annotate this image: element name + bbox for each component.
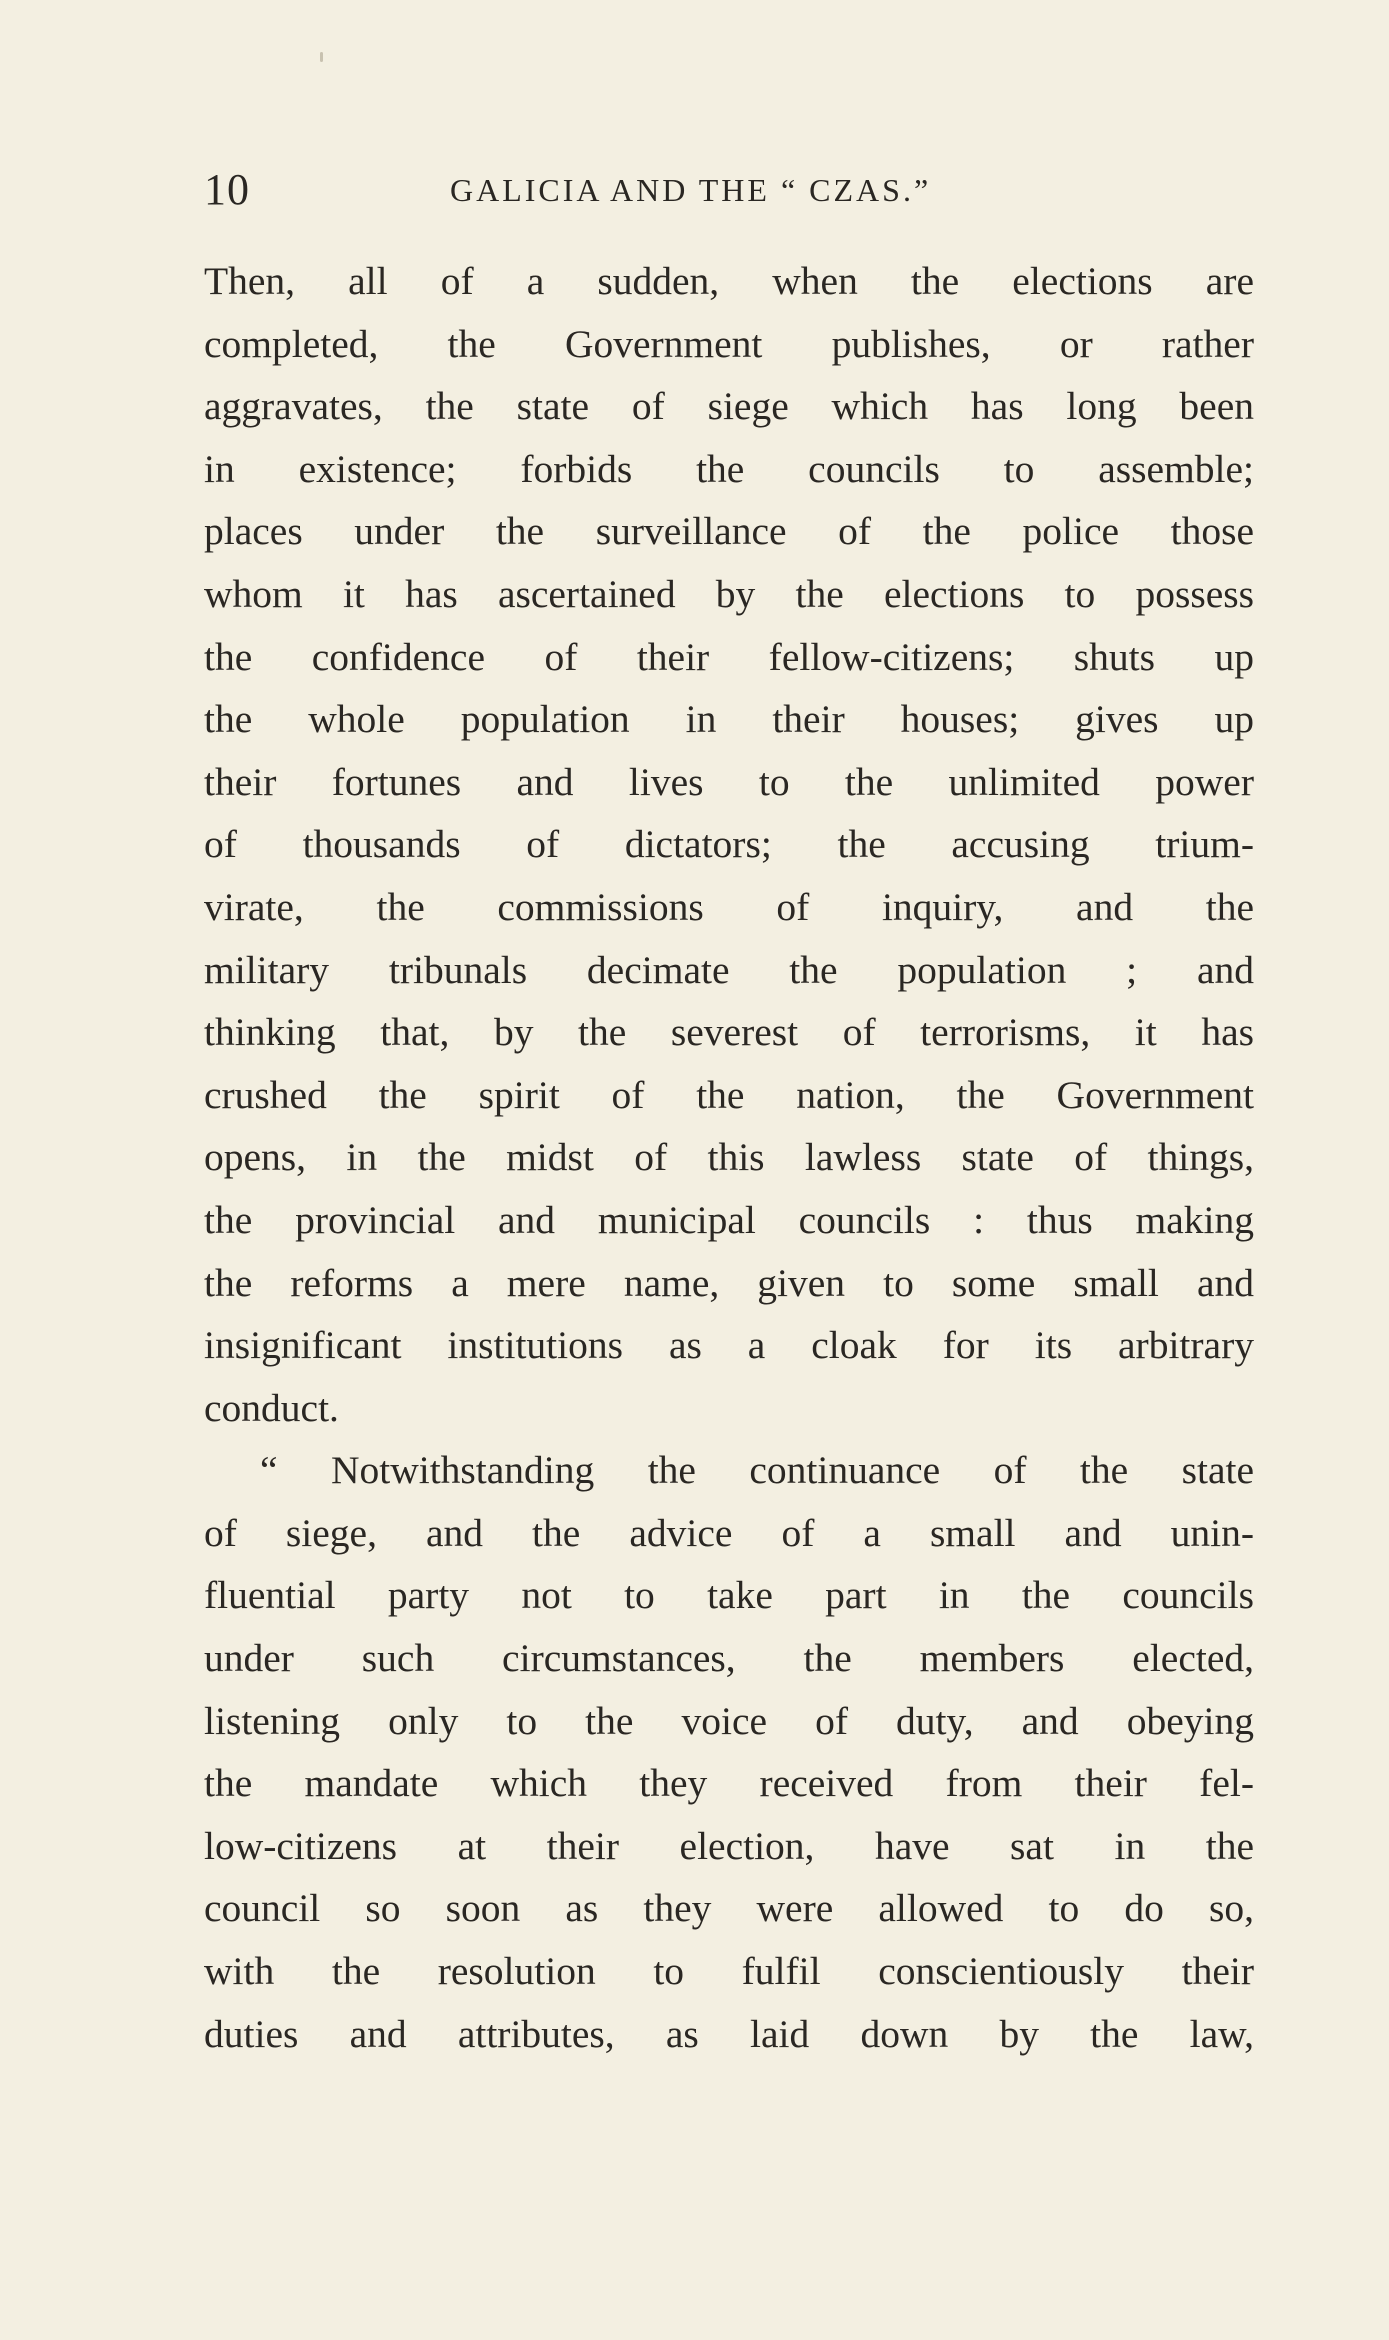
text-line: duties and attributes, as laid down by the law, <box>204 2011 1254 2056</box>
text-line: listening only to the voice of duty, and obeying <box>204 1698 1254 1743</box>
text-line: insignificant institutions as a cloak for its arbitrary <box>204 1323 1254 1368</box>
text-line: crushed the spirit of the nation, the Government <box>204 1072 1254 1117</box>
text-line: “ Notwithstanding the continuance of the state <box>260 1448 1254 1493</box>
text-line: conduct. <box>204 1385 339 1430</box>
running-title: GALICIA AND THE “ CZAS.” <box>450 172 932 208</box>
text-line: low-citizens at their election, have sat in the <box>204 1823 1254 1868</box>
text-line: Then, all of a sudden, when the elections are <box>204 259 1254 303</box>
text-line: military tribunals decimate the population ; and <box>204 947 1254 992</box>
text-line: the provincial and municipal councils : thus making <box>204 1197 1254 1242</box>
text-line: thinking that, by the severest of terrorisms, it has <box>204 1010 1254 1055</box>
text-line: completed, the Government publishes, or rather <box>204 321 1254 366</box>
text-line: under such circumstances, the members elected, <box>204 1636 1254 1681</box>
paper-speck <box>320 52 323 62</box>
text-line: with the resolution to fulfil conscientiously their <box>204 1949 1254 1994</box>
text-line: the confidence of their fellow-citizens; shuts up <box>204 634 1254 679</box>
text-line: the whole population in their houses; gives up <box>204 697 1254 742</box>
text-line: in existence; forbids the councils to assemble; <box>204 446 1254 491</box>
page-number: 10 <box>204 165 250 214</box>
text-line: aggravates, the state of siege which has long been <box>204 384 1254 429</box>
text-line: of siege, and the advice of a small and unin- <box>204 1510 1254 1555</box>
text-line: the mandate which they received from their fel- <box>204 1761 1254 1806</box>
text-line: opens, in the midst of this lawless state of things, <box>204 1135 1254 1180</box>
text-line: fluential party not to take part in the councils <box>204 1573 1254 1618</box>
text-line: council so soon as they were allowed to do so, <box>204 1886 1254 1931</box>
running-head <box>204 160 1254 220</box>
text-line: their fortunes and lives to the unlimited power <box>204 759 1254 804</box>
text-line: the reforms a mere name, given to some small and <box>204 1260 1254 1305</box>
text-line: places under the surveillance of the police those <box>204 509 1254 554</box>
text-line: of thousands of dictators; the accusing trium- <box>204 822 1254 867</box>
body-text <box>204 250 1254 2065</box>
text-line: whom it has ascertained by the elections to possess <box>204 571 1254 616</box>
text-line: virate, the commissions of inquiry, and the <box>204 884 1254 929</box>
